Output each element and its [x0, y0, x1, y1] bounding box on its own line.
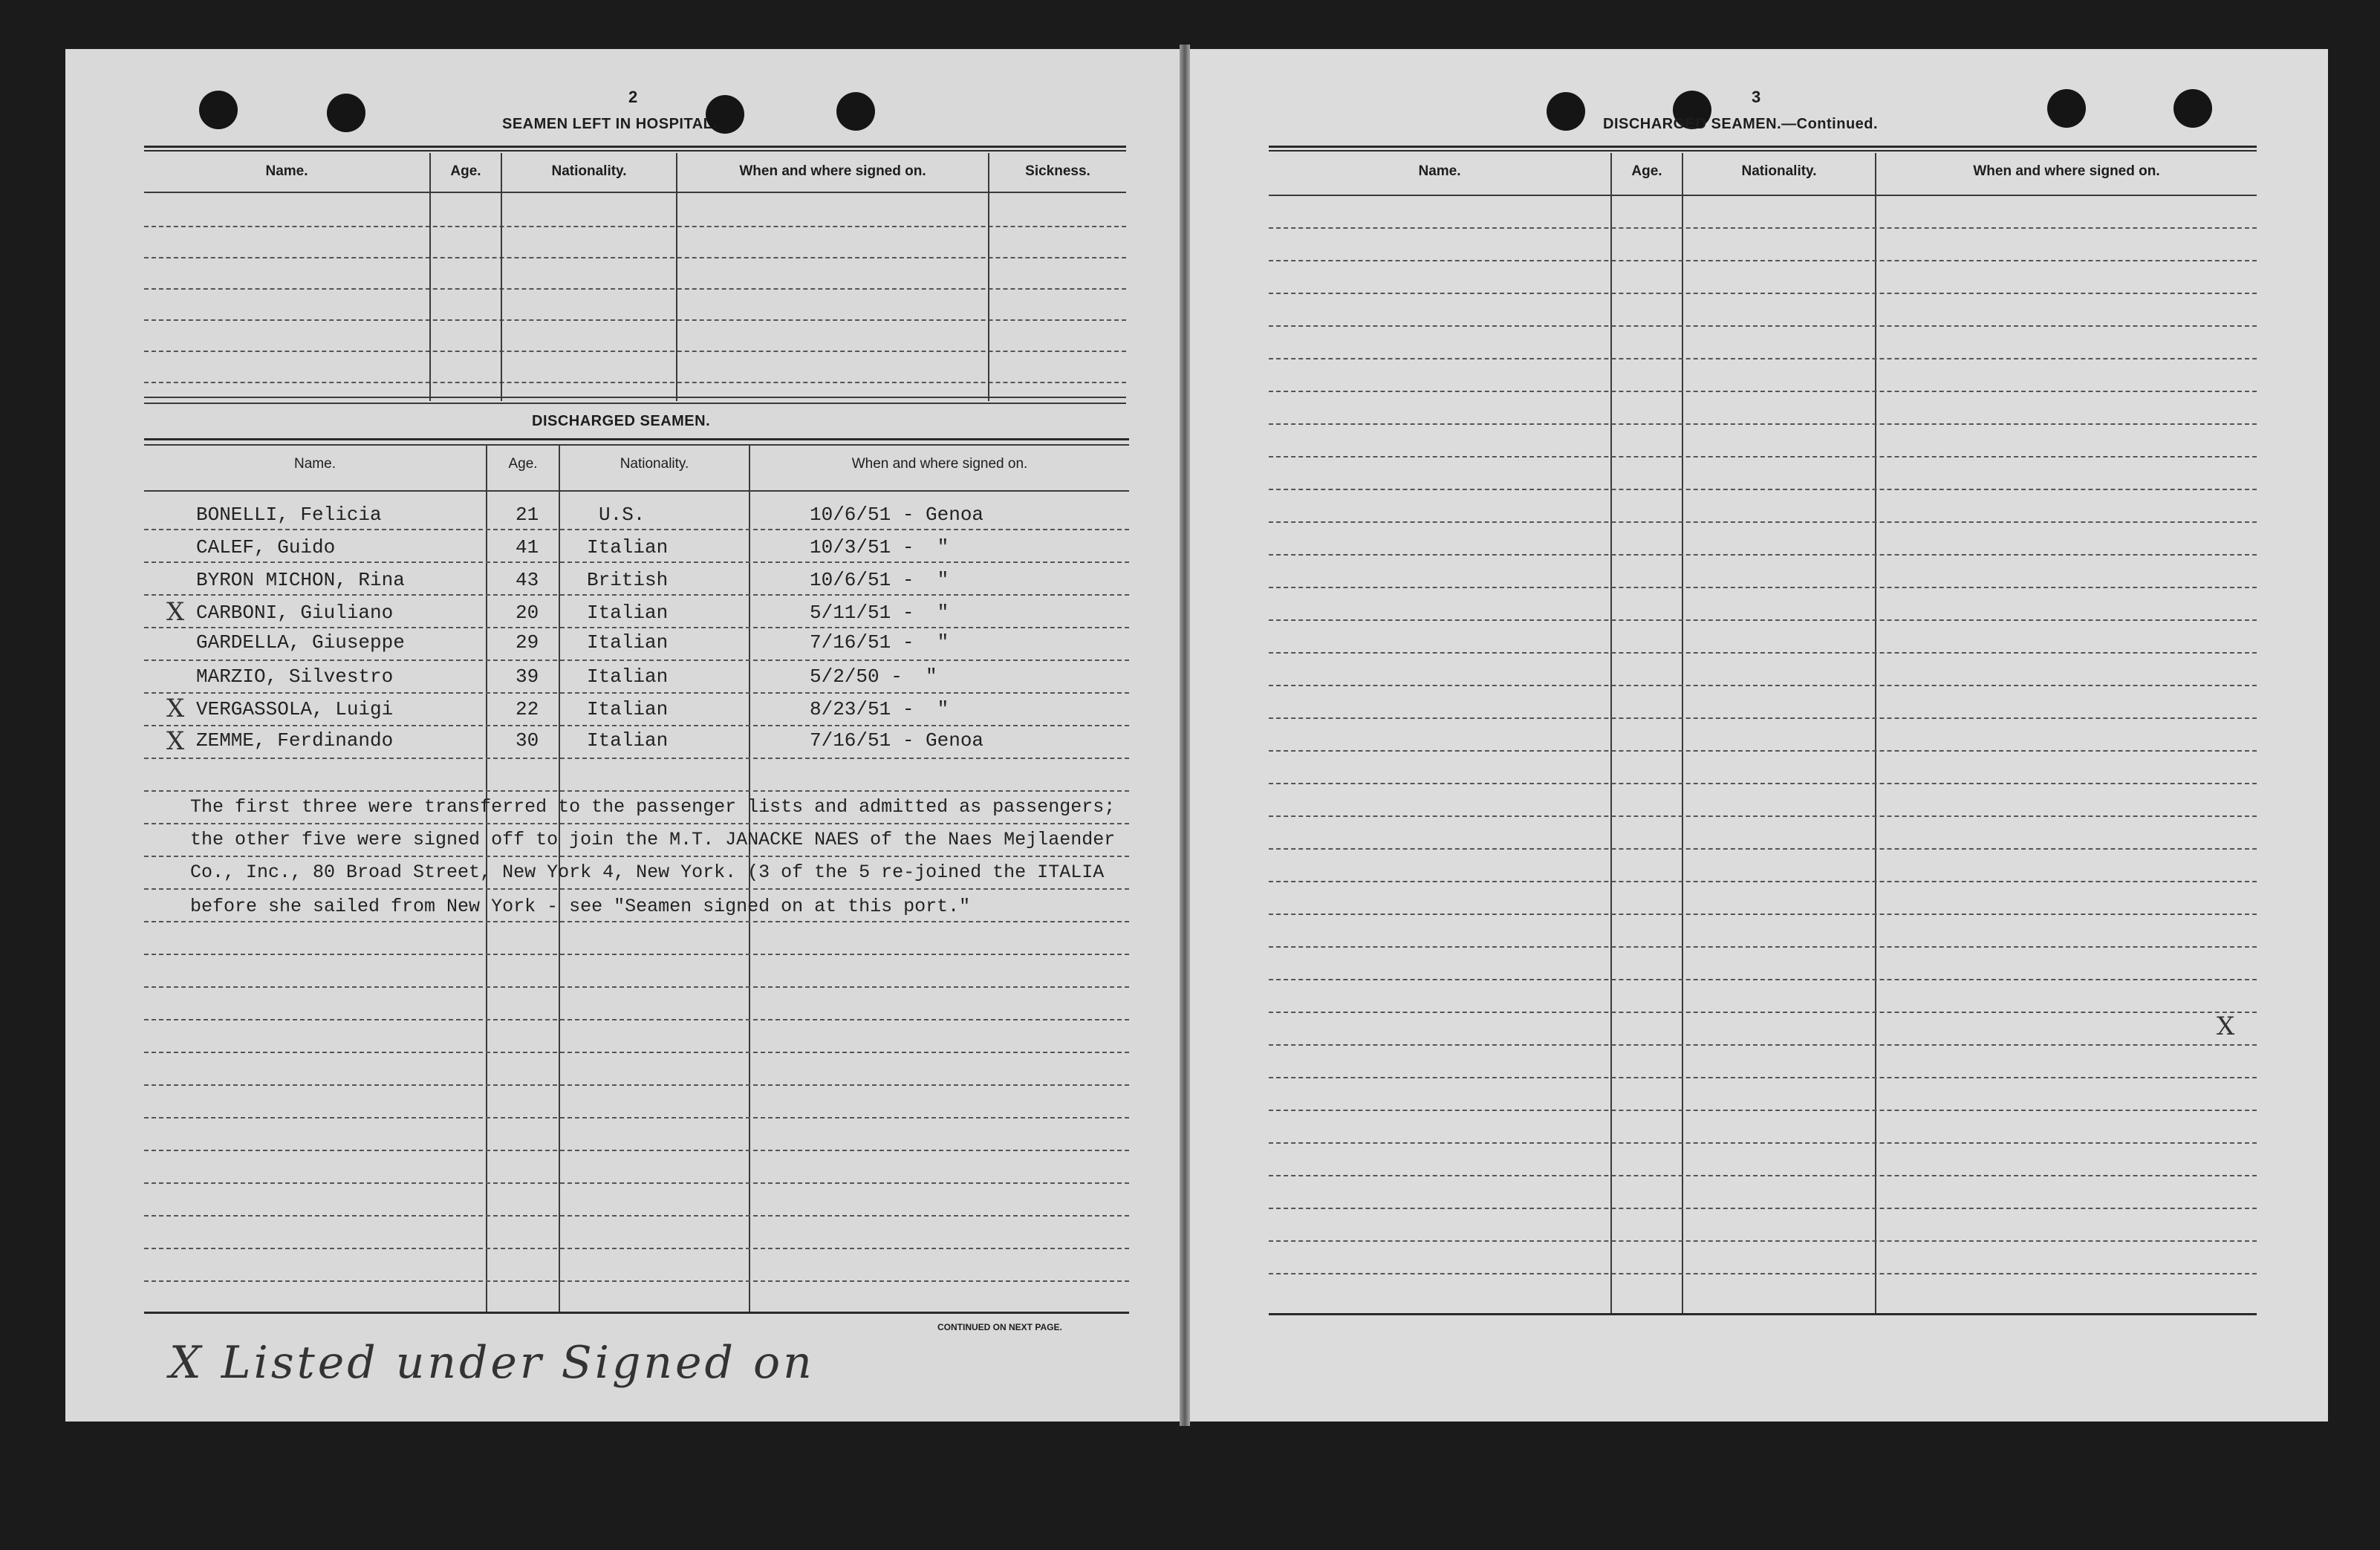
- row-line: [1269, 783, 2257, 784]
- punch-hole: [1547, 92, 1585, 131]
- row-line: [144, 888, 1129, 890]
- row-line: [144, 288, 1126, 290]
- seaman-nationality: Italian: [587, 602, 669, 624]
- seaman-name: GARDELLA, Giuseppe: [196, 631, 405, 654]
- seaman-signed-on: 10/6/51 - ": [810, 569, 949, 591]
- table-rule: [1269, 150, 2257, 152]
- row-line: [1269, 1175, 2257, 1176]
- right-section-title: DISCHARGED SEAMEN.—Continued.: [1603, 116, 1879, 132]
- row-line: [1269, 1077, 2257, 1078]
- table-rule: [144, 150, 1126, 152]
- seaman-age: 29: [516, 631, 539, 654]
- row-line: [1269, 391, 2257, 392]
- row-line: [1269, 1110, 2257, 1111]
- row-line: [144, 758, 1129, 759]
- continued-label: CONTINUED ON NEXT PAGE.: [937, 1322, 1062, 1332]
- row-line: [144, 1182, 1129, 1184]
- table-rule: [144, 146, 1126, 148]
- col-divider: [501, 153, 502, 401]
- row-line: [1269, 750, 2257, 752]
- check-mark: X: [166, 726, 185, 756]
- table-rule: [144, 397, 1126, 398]
- row-line: [144, 257, 1126, 258]
- note-line: the other five were signed off to join the M.T. JANACKE NAES of the Naes Mejlaender: [190, 829, 1116, 850]
- row-line: [144, 1117, 1129, 1118]
- seaman-name: VERGASSOLA, Luigi: [196, 698, 394, 720]
- row-line: [1269, 325, 2257, 327]
- seaman-age: 21: [516, 504, 539, 526]
- row-line: [1269, 848, 2257, 850]
- row-line: [1269, 914, 2257, 915]
- row-line: [1269, 946, 2257, 948]
- row-line: [1269, 489, 2257, 490]
- discharged-section-title: DISCHARGED SEAMEN.: [532, 413, 711, 429]
- seaman-age: 30: [516, 729, 539, 752]
- row-line: [144, 823, 1129, 824]
- punch-hole: [2173, 89, 2212, 128]
- row-line: [144, 660, 1129, 661]
- table-rule: [144, 1312, 1129, 1314]
- row-line: [1269, 619, 2257, 621]
- col-header-nationality: Nationality.: [620, 456, 689, 472]
- table-rule: [1269, 146, 2257, 148]
- seaman-signed-on: 5/11/51 - ": [810, 602, 949, 624]
- row-line: [144, 319, 1126, 321]
- note-line: Co., Inc., 80 Broad Street, New York 4, New York. (3 of the 5 re-joined the ITALIA: [190, 862, 1105, 883]
- punch-hole: [199, 91, 238, 129]
- row-line: [144, 627, 1129, 628]
- col-header-signed-on: When and where signed on.: [1973, 163, 2160, 179]
- col-divider: [676, 153, 677, 401]
- row-line: [144, 594, 1129, 596]
- col-header-age: Age.: [1631, 163, 1662, 179]
- row-line: [1269, 587, 2257, 588]
- col-divider: [429, 153, 431, 401]
- col-header-age: Age.: [450, 163, 481, 179]
- row-line: [144, 921, 1129, 922]
- seaman-name: CALEF, Guido: [196, 536, 336, 559]
- seaman-nationality: British: [587, 569, 669, 591]
- seaman-nationality: Italian: [587, 729, 669, 752]
- col-divider: [1875, 153, 1876, 1313]
- row-line: [1269, 685, 2257, 686]
- row-line: [144, 692, 1129, 694]
- check-mark: X: [166, 597, 185, 627]
- right-page: [1187, 49, 2328, 1422]
- col-header-name: Name.: [265, 163, 308, 179]
- table-rule: [144, 444, 1129, 446]
- seaman-signed-on: 7/16/51 - Genoa: [810, 729, 984, 752]
- margin-mark: X: [2217, 1012, 2235, 1041]
- row-line: [1269, 423, 2257, 425]
- row-line: [144, 1084, 1129, 1086]
- seaman-name: MARZIO, Silvestro: [196, 665, 394, 688]
- row-line: [144, 1019, 1129, 1020]
- col-divider: [988, 153, 989, 401]
- seaman-name: BONELLI, Felicia: [196, 504, 382, 526]
- seaman-nationality: Italian: [587, 631, 669, 654]
- row-line: [1269, 1012, 2257, 1013]
- punch-hole: [836, 92, 875, 131]
- row-line: [1269, 227, 2257, 229]
- row-line: [1269, 456, 2257, 457]
- row-line: [1269, 717, 2257, 719]
- row-line: [1269, 979, 2257, 980]
- row-line: [1269, 260, 2257, 261]
- row-line: [1269, 652, 2257, 654]
- note-line: The first three were transferred to the passenger lists and admitted as passengers;: [190, 796, 1116, 818]
- row-line: [144, 790, 1129, 792]
- row-line: [1269, 293, 2257, 294]
- table-rule: [144, 438, 1129, 440]
- row-line: [1269, 1273, 2257, 1274]
- check-mark: X: [166, 694, 185, 723]
- seaman-age: 43: [516, 569, 539, 591]
- row-line: [144, 1052, 1129, 1053]
- row-line: [1269, 554, 2257, 556]
- row-line: [144, 351, 1126, 352]
- row-line: [1269, 521, 2257, 523]
- col-header-sickness: Sickness.: [1025, 163, 1090, 179]
- seaman-signed-on: 10/6/51 - Genoa: [810, 504, 984, 526]
- seaman-signed-on: 5/2/50 - ": [810, 665, 937, 688]
- row-line: [1269, 881, 2257, 882]
- row-line: [144, 561, 1129, 563]
- seaman-name: ZEMME, Ferdinando: [196, 729, 394, 752]
- row-line: [144, 725, 1129, 726]
- table-rule: [144, 403, 1126, 404]
- header-rule: [144, 192, 1126, 193]
- seaman-signed-on: 10/3/51 - ": [810, 536, 949, 559]
- note-line: before she sailed from New York - see "Seamen signed on at this port.": [190, 896, 971, 917]
- seaman-name: CARBONI, Giuliano: [196, 602, 394, 624]
- page-fold: [1180, 45, 1190, 1426]
- col-divider: [1682, 153, 1683, 1313]
- col-divider: [1610, 153, 1612, 1313]
- row-line: [1269, 1142, 2257, 1144]
- row-line: [144, 529, 1129, 530]
- handwritten-note: X Listed under Signed on: [169, 1337, 815, 1389]
- seaman-nationality: Italian: [587, 698, 669, 720]
- row-line: [1269, 358, 2257, 359]
- seaman-name: BYRON MICHON, Rina: [196, 569, 405, 591]
- col-header-age: Age.: [508, 456, 538, 472]
- row-line: [144, 1280, 1129, 1282]
- seaman-nationality: U.S.: [599, 504, 646, 526]
- seaman-age: 41: [516, 536, 539, 559]
- table-rule: [1269, 1313, 2257, 1315]
- punch-hole: [327, 94, 365, 132]
- row-line: [1269, 1044, 2257, 1046]
- col-header-signed-on: When and where signed on.: [851, 456, 1028, 472]
- row-line: [144, 1150, 1129, 1151]
- punch-hole: [2047, 89, 2086, 128]
- col-header-signed-on: When and where signed on.: [739, 163, 926, 179]
- row-line: [1269, 815, 2257, 817]
- seaman-signed-on: 7/16/51 - ": [810, 631, 949, 654]
- col-header-name: Name.: [294, 456, 336, 472]
- col-header-name: Name.: [1418, 163, 1461, 179]
- row-line: [144, 1215, 1129, 1217]
- header-rule: [144, 490, 1129, 492]
- row-line: [144, 226, 1126, 227]
- seaman-age: 39: [516, 665, 539, 688]
- col-header-nationality: Nationality.: [1741, 163, 1817, 179]
- row-line: [144, 382, 1126, 383]
- header-rule: [1269, 195, 2257, 196]
- seaman-nationality: Italian: [587, 665, 669, 688]
- row-line: [144, 954, 1129, 955]
- row-line: [1269, 1208, 2257, 1209]
- row-line: [1269, 1240, 2257, 1242]
- page-number: 3: [1752, 88, 1761, 106]
- row-line: [144, 1248, 1129, 1249]
- row-line: [144, 856, 1129, 857]
- seaman-nationality: Italian: [587, 536, 669, 559]
- row-line: [144, 986, 1129, 988]
- page-number: 2: [628, 88, 638, 106]
- col-header-nationality: Nationality.: [551, 163, 627, 179]
- seaman-age: 20: [516, 602, 539, 624]
- seaman-age: 22: [516, 698, 539, 720]
- hospital-section-title: SEAMEN LEFT IN HOSPITAL.: [502, 116, 718, 132]
- seaman-signed-on: 8/23/51 - ": [810, 698, 949, 720]
